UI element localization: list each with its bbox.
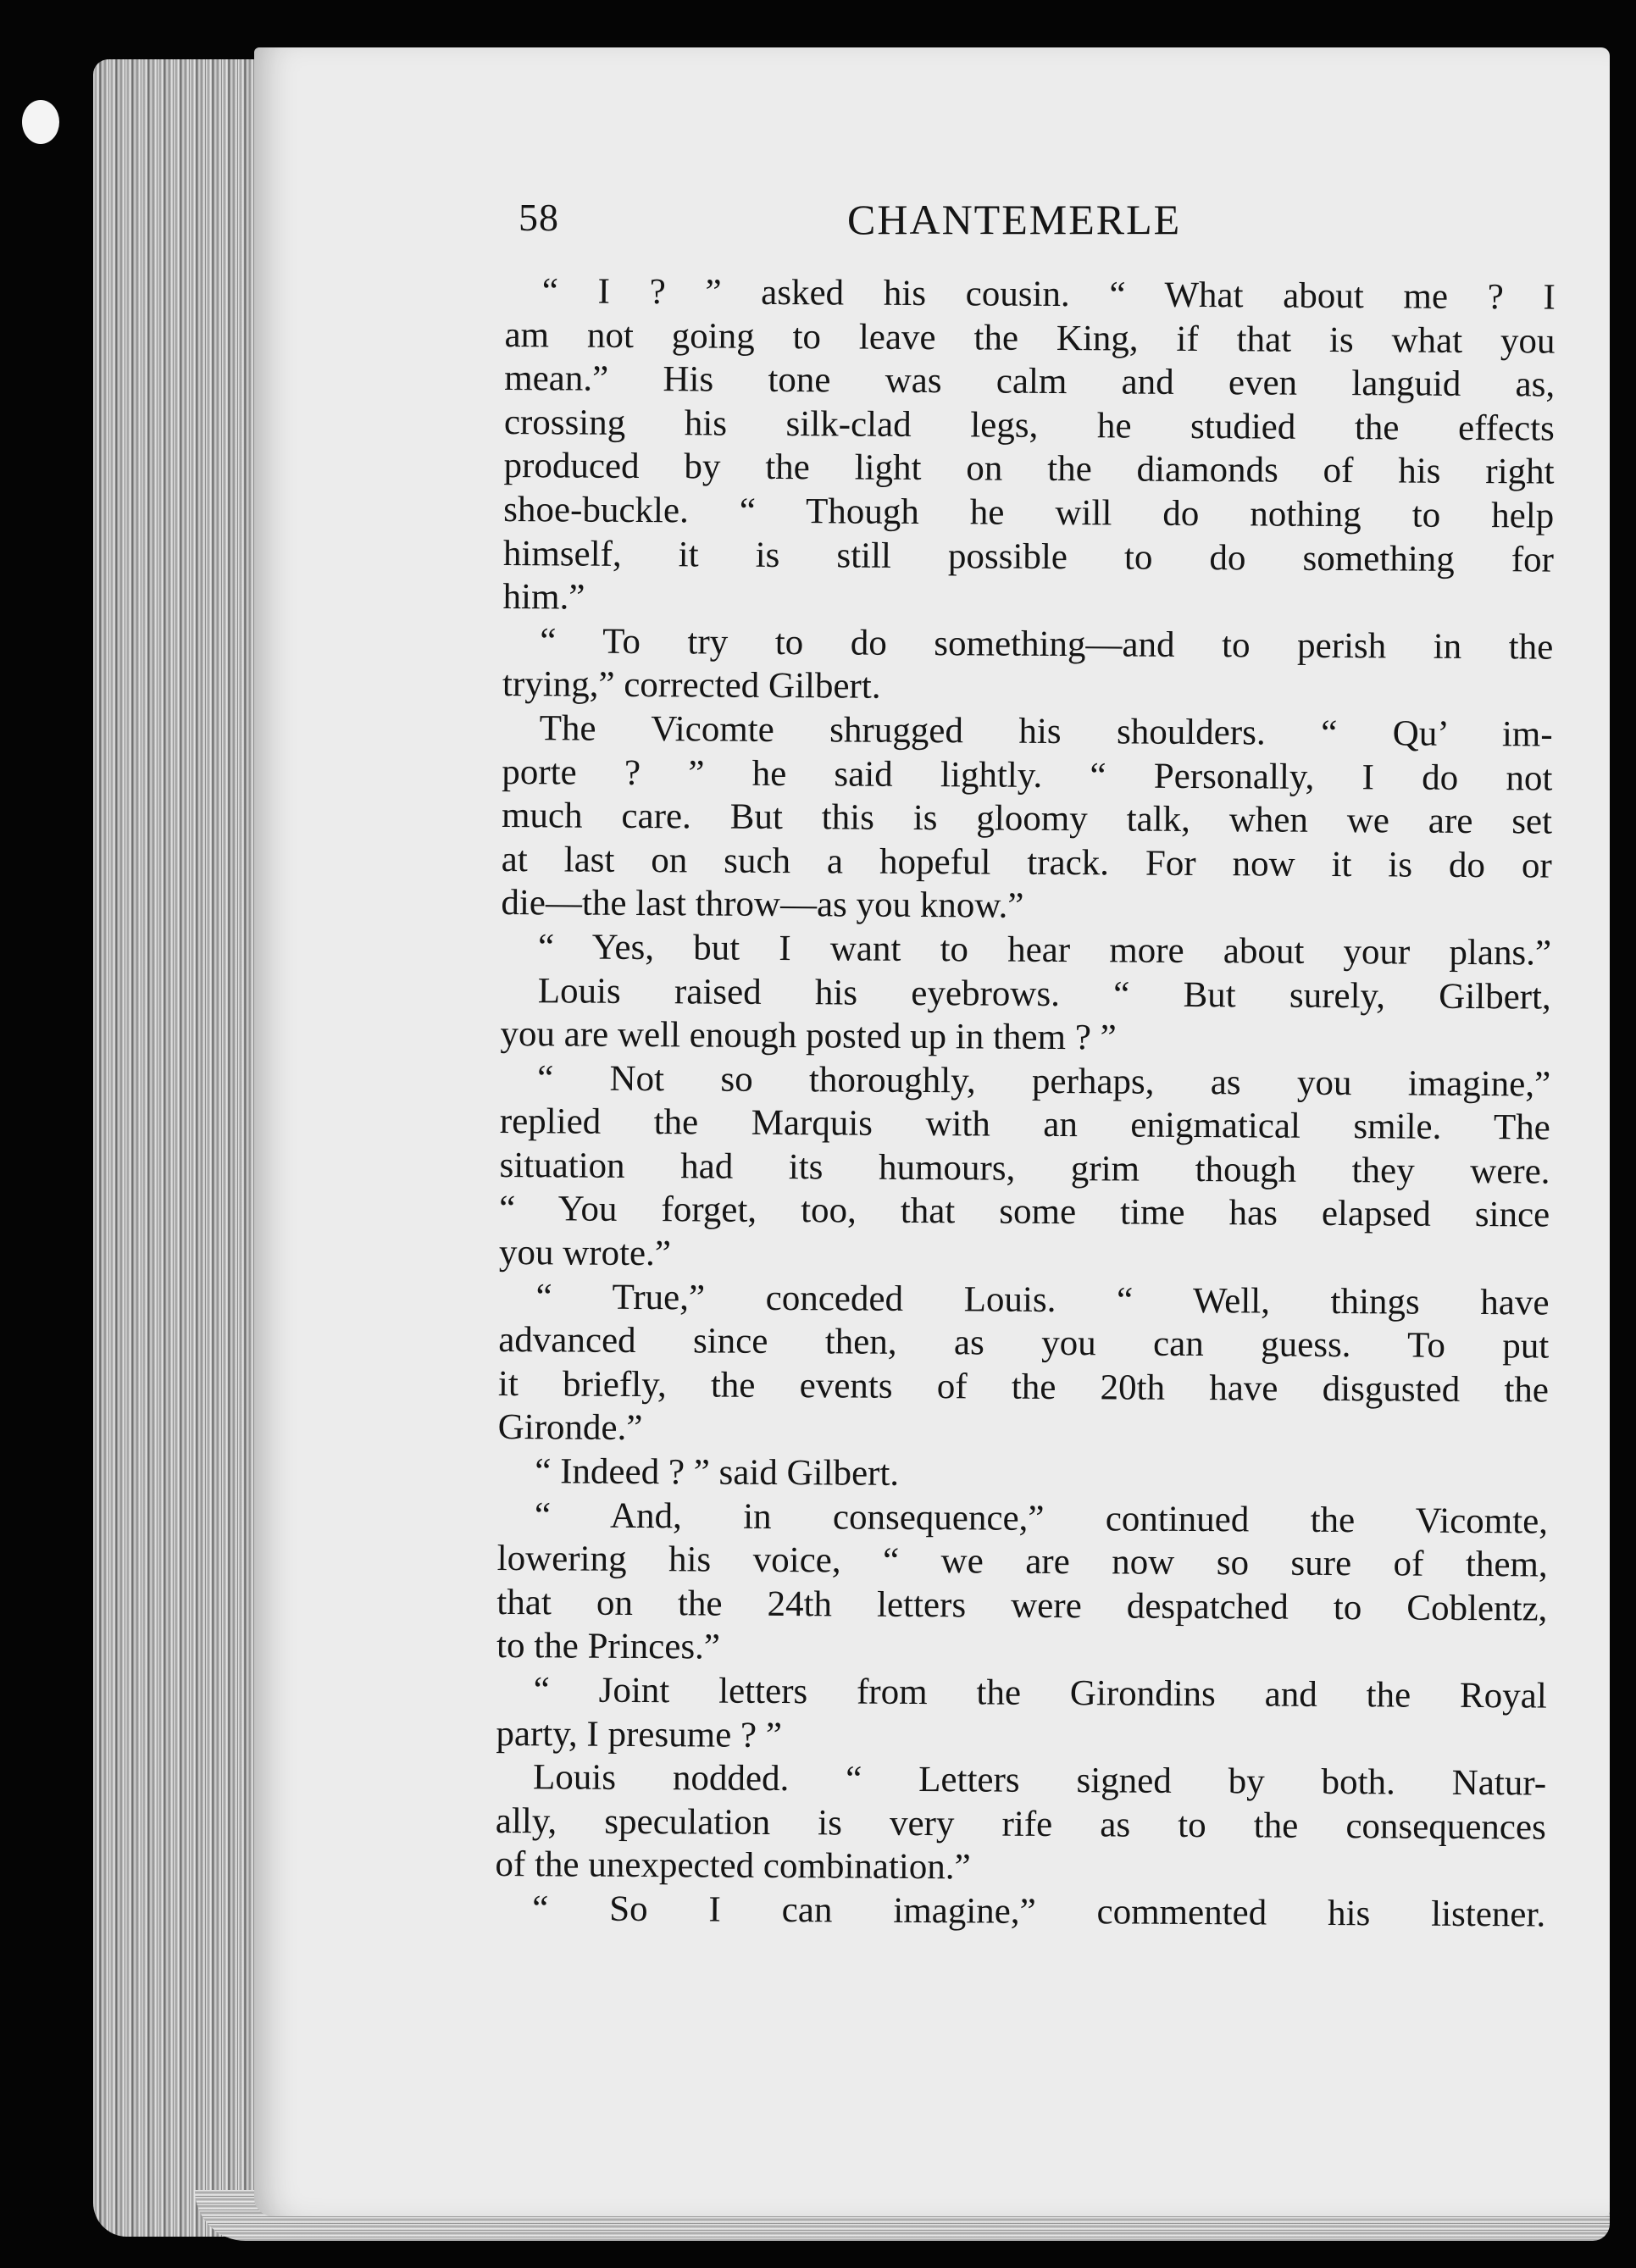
book-page-edges (93, 59, 280, 2237)
text-line: shoe-buckle. “ Though he will do nothing to help (503, 489, 1555, 536)
text-line: Gironde.” (497, 1407, 643, 1449)
text-line: “ Not so thoroughly, perhaps, as you imagine,” (537, 1057, 1551, 1105)
text-line: to the Princes.” (496, 1626, 721, 1667)
text-line: mean.” His tone was calm and even languid as, (504, 358, 1556, 405)
text-line: at last on such a hopeful track. For now it is do or (501, 839, 1552, 886)
running-title: CHANTEMERLE (847, 196, 1182, 243)
text-line: “ True,” conceded Louis. “ Well, things have (535, 1276, 1550, 1323)
text-line: “ You forget, too, that some time has elapsed since (499, 1189, 1550, 1236)
text-line: himself, it is still possible to do something for (502, 533, 1555, 580)
text-line: ally, speculation is very rife as to the consequences (495, 1800, 1546, 1848)
text-line: “ And, in consequence,” continued the Vicomte, (534, 1494, 1549, 1542)
text-line: much care. But this is gloomy talk, when we are set (501, 796, 1553, 842)
text-line: you are well enough posted up in them ? ” (500, 1014, 1117, 1058)
text-line: die—the last throw—as you know.” (501, 883, 1024, 927)
text-line: lowering his voice, “ we are now so sure of them, (496, 1539, 1548, 1585)
running-head (519, 195, 1569, 254)
text-line: “ I ? ” asked his cousin. “ What about me ? I (541, 271, 1556, 318)
text-line: of the unexpected combination.” (495, 1844, 971, 1888)
text-line: am not going to leave the King, if that is what you (504, 314, 1556, 362)
text-line: porte ? ” he said lightly. “ Personally, I do not (502, 751, 1553, 799)
film-perforation (22, 100, 59, 144)
text-line: “ Yes, but I want to hear more about your plans.” (537, 927, 1552, 973)
text-line: “ So I can imagine,” commented his listener. (532, 1888, 1546, 1935)
text-line: that on the 24th letters were despatched to Coblentz, (496, 1582, 1548, 1629)
page-number: 58 (519, 196, 559, 239)
text-line: trying,” corrected Gilbert. (502, 664, 881, 707)
text-line: him.” (502, 577, 585, 618)
text-line: crossing his silk-clad legs, he studied the effects (503, 402, 1556, 449)
text-line: produced by the light on the diamonds of his right (503, 446, 1555, 492)
text-line: The Vicomte shrugged his shoulders. “ Qu’ im- (539, 708, 1553, 755)
text-line: “ To try to do something—and to perish in the (540, 621, 1554, 668)
text-line: “ Indeed ? ” said Gilbert. (535, 1451, 900, 1494)
body-text (495, 269, 1556, 1937)
text-line: situation had its humours, grim though they were. (499, 1145, 1550, 1192)
text-line: replied the Marquis with an enigmatical smile. The (499, 1101, 1550, 1148)
text-line: Louis nodded. “ Letters signed by both. Natur- (532, 1757, 1547, 1804)
text-line: Louis raised his eyebrows. “ But surely, Gilbert, (537, 970, 1551, 1018)
text-line: you wrote.” (498, 1233, 672, 1274)
text-line: advanced since then, as you can guess. To put (498, 1320, 1550, 1367)
text-line: party, I presume ? ” (496, 1713, 783, 1755)
text-line: it briefly, the events of the 20th have disgusted the (497, 1363, 1550, 1411)
text-line: “ Joint letters from the Girondins and the Royal (533, 1670, 1547, 1716)
